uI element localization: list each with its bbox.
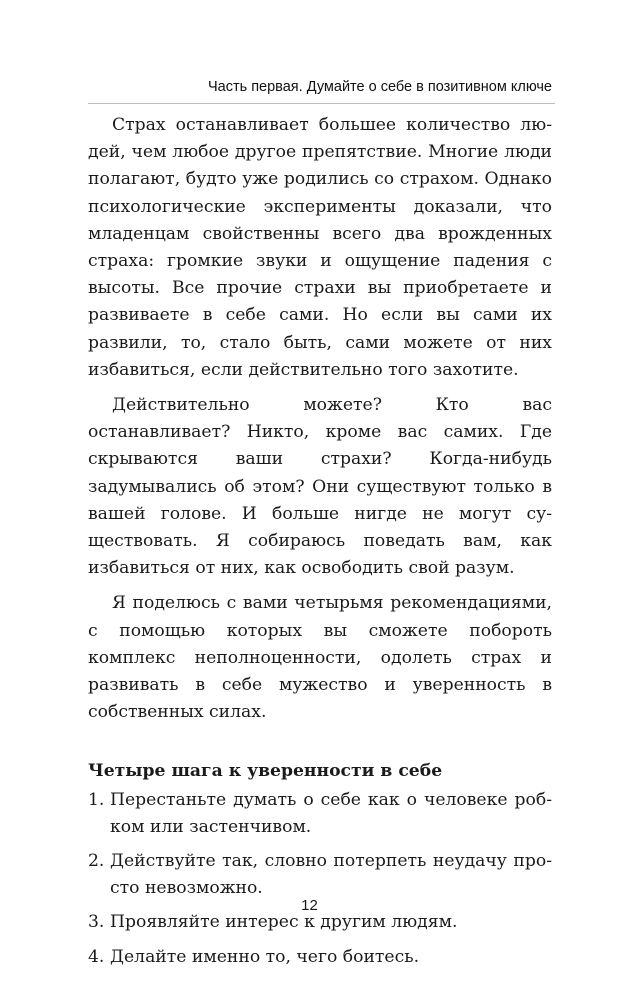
list-item	[88, 848, 552, 902]
list-item-text: Проявляйте интерес к другим людям.	[110, 912, 458, 933]
running-header: Часть первая. Думайте о себе в позитивном ключе	[208, 79, 552, 95]
paragraph-where-fears-hide: Действительно можете? Кто вас останавливает? Никто, кроме вас самих. Где скрываются ваши страхи? Когда-нибудь задумывались об этом? Они существуют только в вашей голове. И больше нигде не могут существовать. Я собираюсь поведать вам, как избавиться от них, как освободить свой разум.	[88, 395, 552, 579]
list-item-text: Делайте именно то, чего боитесь.	[110, 946, 420, 967]
list-item-number: 2.	[88, 851, 105, 872]
list-item-text: Перестаньте думать о себе как о человеке робком или застенчивом.	[110, 789, 552, 837]
list-item-text: Действуйте так, словно потерпеть неудачу просто невозможно.	[110, 851, 552, 899]
paragraph-four-recommendations: Я поделюсь с вами четырьмя рекомендациями, с помощью которых вы сможете побороть комплекс неполноценности, одолеть страх и развивать в себе мужество и уверенность в собственных силах.	[88, 593, 552, 723]
list-item-number: 3.	[88, 912, 105, 933]
list-item-number: 1.	[88, 789, 105, 810]
header-divider	[88, 103, 555, 104]
section-heading: Четыре шага к уверенности в себе	[88, 761, 443, 782]
page-number: 12	[301, 897, 318, 914]
list-item	[88, 787, 552, 841]
steps-list	[88, 787, 552, 971]
list-item	[88, 944, 552, 971]
list-item-number: 4.	[88, 946, 105, 967]
paragraph-fear-intro: Страх останавливает большее количество людей, чем любое другое препятствие. Многие люди полагают, будто уже родились со страхом. Однако психологические эксперименты доказали, что младенцам свойственны всего два врожденных страха: громкие звуки и ощущение падения с высоты. Все прочие страхи вы приобретаете и развиваете в себе сами. Но если вы сами их развили, то, стало быть, сами можете от них избавиться, если действительно того захотите.	[88, 115, 552, 380]
page-body	[88, 112, 552, 978]
